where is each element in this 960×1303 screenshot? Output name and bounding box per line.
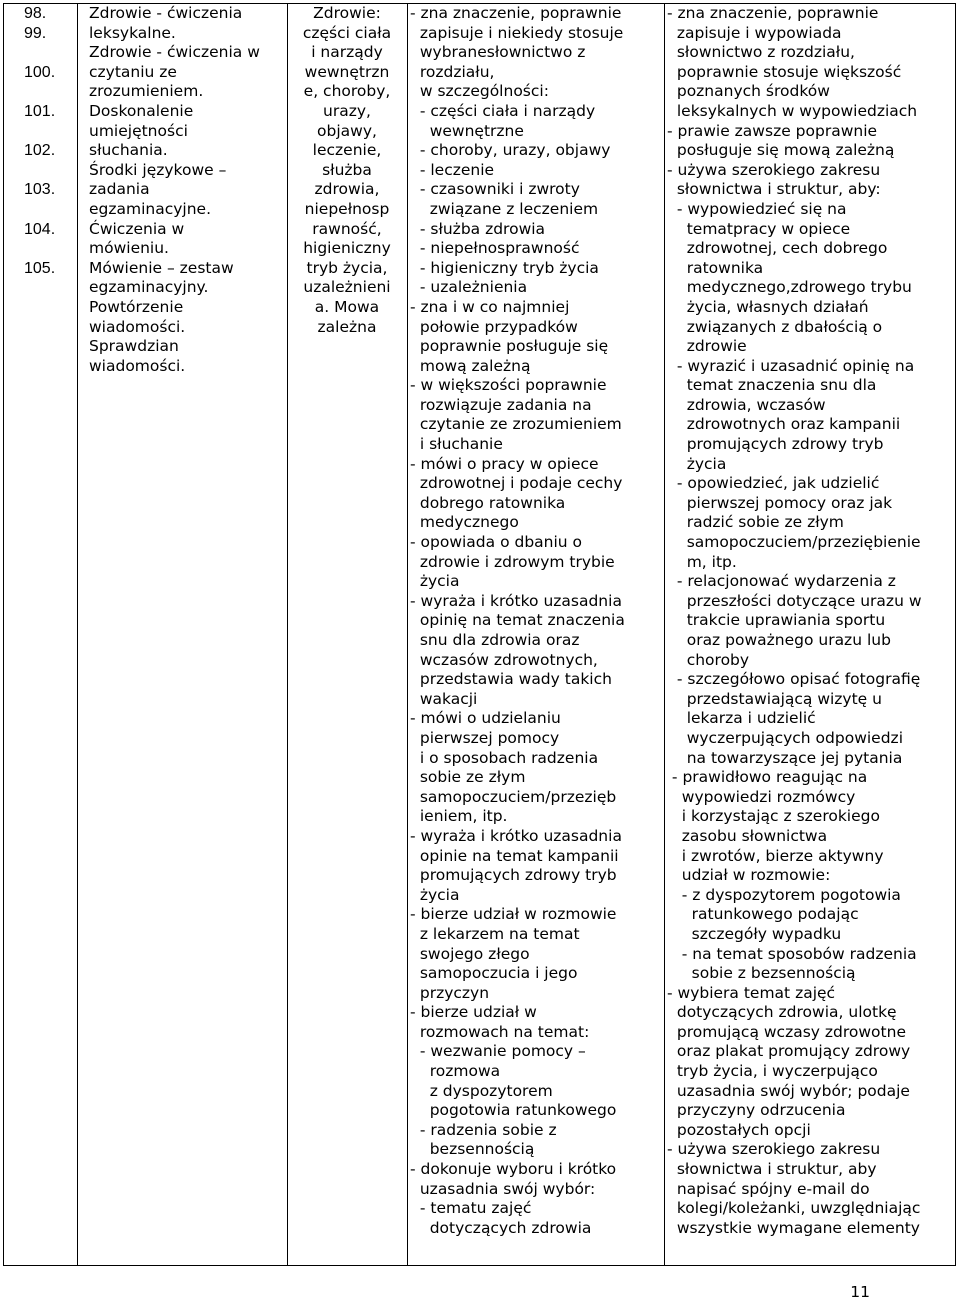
lesson-number: 100.: [24, 63, 56, 81]
vocabulary-line: zależna: [317, 317, 377, 336]
basic-requirement-line: rozmowach na temat:: [410, 1022, 590, 1041]
lesson-number-column: [24, 4, 76, 278]
topic-line: zrozumieniem.: [89, 82, 204, 101]
extended-requirement-line: medycznego,zdrowego trybu: [667, 278, 912, 297]
column-divider: [287, 3, 288, 1266]
basic-requirement-line: - opowiada o dbaniu o: [410, 533, 583, 552]
basic-requirement-line: - higieniczny tryb życia: [410, 258, 599, 277]
vocabulary-line: i narządy: [311, 43, 383, 62]
vocabulary-line: tryb życia,: [306, 258, 388, 277]
extended-requirement-line: radzić sobie ze złym: [667, 513, 844, 532]
vocabulary-line: urazy,: [323, 101, 371, 120]
basic-requirement-line: dobrego ratownika: [410, 493, 566, 512]
basic-requirement-line: - uzależnienia: [410, 278, 528, 297]
extended-requirement-line: - wybiera temat zajęć: [667, 983, 836, 1002]
basic-requirement-line: sobie ze złym: [410, 768, 526, 787]
basic-requirement-line: rozdziału,: [410, 62, 495, 81]
extended-requirement-line: leksykalnych w wypowiedziach: [667, 101, 918, 120]
basic-requirement-line: w szczególności:: [410, 82, 549, 101]
extended-requirement-line: - wypowiedzieć się na: [667, 199, 847, 218]
vocabulary-line: higieniczny: [303, 239, 391, 258]
extended-requirement-line: - używa szerokiego zakresu: [667, 1140, 881, 1159]
lesson-number: 102.: [24, 142, 56, 160]
extended-requirement-line: słownictwa i struktur, aby:: [667, 180, 881, 199]
basic-requirement-line: - w większości poprawnie: [410, 376, 607, 395]
vocabulary-line: uzależnieni: [303, 278, 391, 297]
page-number: 11: [850, 1283, 870, 1301]
extended-requirement-line: poprawnie stosuje większość: [667, 62, 902, 81]
basic-requirement-line: - mówi o udzielaniu: [410, 709, 561, 728]
topic-line: umiejętności: [89, 121, 188, 140]
extended-requirement-line: - z dyspozytorem pogotowia: [667, 885, 901, 904]
basic-requirement-line: - mówi o pracy w opiece: [410, 454, 599, 473]
extended-requirement-line: ratownika: [667, 258, 764, 277]
basic-requirement-line: - wyraża i krótko uzasadnia: [410, 591, 622, 610]
extended-requirement-line: promującą wczasy zdrowotne: [667, 1022, 906, 1041]
topic-line: wiadomości.: [89, 356, 186, 375]
vocabulary-line: leczenie,: [312, 141, 382, 160]
lesson-number: [24, 82, 76, 102]
lesson-number: 103.: [24, 181, 56, 199]
extended-requirement-line: zapisuje i wypowiada: [667, 23, 842, 42]
basic-requirement-line: dotyczących zdrowia: [410, 1218, 592, 1237]
vocabulary-line: a. Mowa: [314, 297, 380, 316]
basic-requirement-line: - czasowniki i zwroty: [410, 180, 580, 199]
extended-requirement-line: - szczegółowo opisać fotografię: [667, 670, 921, 689]
topic-line: Sprawdzian: [89, 337, 179, 356]
topic-line: Zdrowie - ćwiczenia w: [89, 43, 260, 62]
extended-requirement-line: m, itp.: [667, 552, 737, 571]
extended-requirement-line: uzasadnia swój wybór; podaje: [667, 1081, 910, 1100]
vocabulary-line: rawność,: [312, 219, 382, 238]
vocabulary-column: [290, 4, 404, 337]
basic-requirement-line: samopoczucia i jego: [410, 964, 578, 983]
extended-requirement-line: i zwrotów, bierze aktywny: [667, 846, 884, 865]
extended-requirement-line: - zna znaczenie, poprawnie: [667, 4, 879, 22]
extended-requirement-line: zasobu słownictwa: [667, 826, 828, 845]
extended-requirement-line: przyczyny odrzucenia: [667, 1101, 846, 1120]
basic-requirement-line: przyczyn: [410, 983, 490, 1002]
lesson-number: [24, 161, 76, 181]
extended-requirement-line: pierwszej pomocy oraz jak: [667, 493, 893, 512]
lesson-number: [24, 122, 76, 142]
extended-requirement-line: - na temat sposobów radzenia: [667, 944, 917, 963]
basic-requirement-line: - leczenie: [410, 160, 495, 179]
topic-line: Środki językowe –: [89, 160, 227, 179]
extended-requirement-line: wypowiedzi rozmówcy: [667, 787, 856, 806]
extended-requirement-line: pozostałych opcji: [667, 1120, 811, 1139]
extended-requirement-line: poznanych środków: [667, 82, 830, 101]
basic-requirement-line: - służba zdrowia: [410, 219, 546, 238]
basic-requirement-line: - zna i w co najmniej: [410, 297, 570, 316]
extended-requirement-line: i korzystając z szerokiego: [667, 807, 880, 826]
extended-requirement-line: - prawie zawsze poprawnie: [667, 121, 878, 140]
extended-requirement-line: napisać spójny e-mail do: [667, 1179, 870, 1198]
extended-requirement-line: udział w rozmowie:: [667, 866, 831, 885]
basic-requirement-line: pogotowia ratunkowego: [410, 1101, 617, 1120]
lesson-number: 99.: [24, 24, 47, 42]
basic-requirement-line: poprawnie posługuje się: [410, 337, 609, 356]
basic-requirement-line: pierwszej pomocy: [410, 728, 560, 747]
extended-requirement-line: słownictwa i struktur, aby: [667, 1160, 877, 1179]
extended-requirement-line: zdrowie: [667, 337, 747, 356]
column-divider: [664, 3, 665, 1266]
extended-requirement-line: samopoczuciem/przeziębienie: [667, 533, 921, 552]
extended-requirement-line: zdrowia, wczasów: [667, 395, 826, 414]
basic-requirement-line: połowie przypadków: [410, 317, 578, 336]
extended-requirement-line: lekarza i udzielić: [667, 709, 816, 728]
basic-requirement-line: wczasów zdrowotnych,: [410, 650, 598, 669]
extended-requirement-line: trakcie uprawiania sportu: [667, 611, 886, 630]
basic-requirement-line: - radzenia sobie z: [410, 1120, 557, 1139]
vocabulary-line: części ciała: [302, 23, 392, 42]
basic-requirement-line: snu dla zdrowia oraz: [410, 631, 580, 649]
basic-requirement-line: - dokonuje wyboru i krótko: [410, 1160, 617, 1179]
extended-requirement-line: zdrowotnych oraz kampanii: [667, 415, 901, 434]
topic-line: wiadomości.: [89, 317, 186, 336]
extended-requirement-line: przedstawiającą wizytę u: [667, 689, 882, 708]
extended-requirement-line: posługuje się mową zależną: [667, 141, 895, 160]
basic-requirement-line: życia: [410, 572, 460, 591]
basic-requirement-line: związane z leczeniem: [410, 199, 599, 218]
basic-requirement-line: - zna znaczenie, poprawnie: [410, 4, 622, 22]
topic-line: Ćwiczenia w: [89, 219, 185, 238]
extended-requirement-line: związanych z dbałością o: [667, 317, 883, 336]
basic-requirement-line: - bierze udział w: [410, 1003, 537, 1022]
topic-line: słuchania.: [89, 141, 168, 160]
basic-requirement-line: zdrowotnej i podaje cechy: [410, 474, 623, 493]
vocabulary-line: zdrowia,: [314, 180, 380, 199]
extended-requirement-line: wszystkie wymagane elementy: [667, 1218, 920, 1237]
lesson-number: 104.: [24, 220, 56, 238]
basic-requirement-line: swojego złego: [410, 944, 530, 963]
topic-line: egzaminacyjne.: [89, 199, 212, 218]
basic-requirement-line: - wezwanie pomocy –: [410, 1042, 586, 1061]
extended-requirement-line: temat znaczenia snu dla: [667, 376, 877, 395]
basic-requirement-line: i słuchanie: [410, 435, 503, 454]
basic-requirement-line: samopoczuciem/przezięb: [410, 787, 617, 806]
extended-requirement-line: tematpracy w opiece: [667, 219, 851, 238]
basic-requirement-line: z dyspozytorem: [410, 1081, 553, 1100]
topic-line: Mówienie – zestaw: [89, 258, 234, 277]
extended-requirement-line: promujących zdrowy tryb: [667, 435, 884, 454]
basic-requirement-line: bezsennością: [410, 1140, 535, 1159]
basic-requirement-line: - choroby, urazy, objawy: [410, 141, 611, 160]
basic-requirement-line: mową zależną: [410, 356, 531, 375]
basic-requirement-line: z lekarzem na temat: [410, 924, 580, 943]
extended-requirement-line: oraz poważnego urazu lub: [667, 631, 891, 649]
basic-requirement-line: rozwiązuje zadania na: [410, 395, 592, 414]
extended-requirement-line: słownictwo z rozdziału,: [667, 43, 855, 62]
vocabulary-line: niepełnosp: [304, 199, 390, 218]
extended-requirement-line: ratunkowego podając: [667, 905, 859, 924]
basic-requirement-line: wakacji: [410, 689, 478, 708]
topic-line: czytaniu ze: [89, 62, 177, 81]
basic-requirement-line: przedstawia wady takich: [410, 670, 612, 689]
topic-line: Zdrowie - ćwiczenia: [89, 4, 243, 22]
extended-requirement-line: szczegóły wypadku: [667, 924, 842, 943]
lesson-number: 98.: [24, 5, 47, 22]
extended-requirement-line: choroby: [667, 650, 750, 669]
basic-requirement-line: i o sposobach radzenia: [410, 748, 599, 767]
column-divider: [407, 3, 408, 1266]
basic-requirement-line: zapisuje i niekiedy stosuje: [410, 23, 624, 42]
basic-requirement-line: medycznego: [410, 513, 519, 532]
basic-requirement-line: rozmowa: [410, 1062, 501, 1081]
extended-requirement-line: - wyrazić i uzasadnić opinię na: [667, 356, 915, 375]
basic-requirement-line: - tematu zajęć: [410, 1199, 532, 1218]
extended-requirement-line: wyczerpujących odpowiedzi: [667, 728, 904, 747]
topic-line: zadania: [89, 180, 150, 199]
topic-line: leksykalne.: [89, 23, 176, 42]
lesson-number: [24, 200, 76, 220]
extended-requirement-line: - relacjonować wydarzenia z: [667, 572, 896, 591]
extended-requirement-line: życia: [667, 454, 727, 473]
topic-line: Doskonalenie: [89, 101, 194, 120]
basic-requirement-line: wybranesłownictwo z: [410, 43, 586, 62]
extended-requirement-line: - opowiedzieć, jak udzielić: [667, 474, 880, 493]
extended-requirement-line: tryb życia, i wyczerpująco: [667, 1062, 878, 1081]
basic-requirement-line: - wyraża i krótko uzasadnia: [410, 826, 622, 845]
basic-requirement-line: zdrowie i zdrowym trybie: [410, 552, 615, 571]
basic-requirements-column: [410, 4, 660, 1238]
basic-requirement-line: opinie na temat kampanii: [410, 846, 619, 865]
vocabulary-line: objawy,: [317, 121, 377, 140]
basic-requirement-line: - bierze udział w rozmowie: [410, 905, 617, 924]
topic-line: egzaminacyjny.: [89, 278, 209, 297]
lesson-number: [24, 239, 76, 259]
topic-column: [89, 4, 284, 376]
vocabulary-line: wewnętrzn: [304, 62, 390, 81]
extended-requirement-line: życia, własnych działań: [667, 297, 869, 316]
topic-line: Powtórzenie: [89, 297, 184, 316]
extended-requirement-line: - prawidłowo reagując na: [667, 768, 868, 787]
basic-requirement-line: wewnętrzne: [410, 121, 524, 140]
extended-requirement-line: - używa szerokiego zakresu: [667, 160, 881, 179]
extended-requirement-line: oraz plakat promujący zdrowy: [667, 1042, 911, 1061]
basic-requirement-line: ieniem, itp.: [410, 807, 508, 826]
vocabulary-line: e, choroby,: [303, 82, 391, 101]
extended-requirement-line: przeszłości dotyczące urazu w: [667, 591, 922, 610]
extended-requirement-line: sobie z bezsennością: [667, 964, 856, 983]
basic-requirement-line: - części ciała i narządy: [410, 101, 596, 120]
extended-requirements-column: [667, 4, 953, 1238]
extended-requirement-line: na towarzyszące jej pytania: [667, 748, 903, 767]
basic-requirement-line: uzasadnia swój wybór:: [410, 1179, 596, 1198]
extended-requirement-line: kolegi/koleżanki, uwzględniając: [667, 1199, 921, 1218]
topic-line: mówieniu.: [89, 239, 169, 258]
basic-requirement-line: czytanie ze zrozumieniem: [410, 415, 622, 434]
extended-requirement-line: zdrowotnej, cech dobrego: [667, 239, 888, 258]
lesson-number: 105.: [24, 259, 56, 277]
lesson-number: 101.: [24, 102, 56, 120]
extended-requirement-line: dotyczących zdrowia, ulotkę: [667, 1003, 897, 1022]
basic-requirement-line: promujących zdrowy tryb: [410, 866, 617, 885]
lesson-number: [24, 43, 76, 63]
basic-requirement-line: - niepełnosprawność: [410, 239, 580, 258]
vocabulary-line: służba: [322, 160, 372, 179]
vocabulary-line: Zdrowie:: [313, 4, 381, 22]
basic-requirement-line: opinię na temat znaczenia: [410, 611, 625, 630]
column-divider: [77, 3, 78, 1266]
basic-requirement-line: życia: [410, 885, 460, 904]
